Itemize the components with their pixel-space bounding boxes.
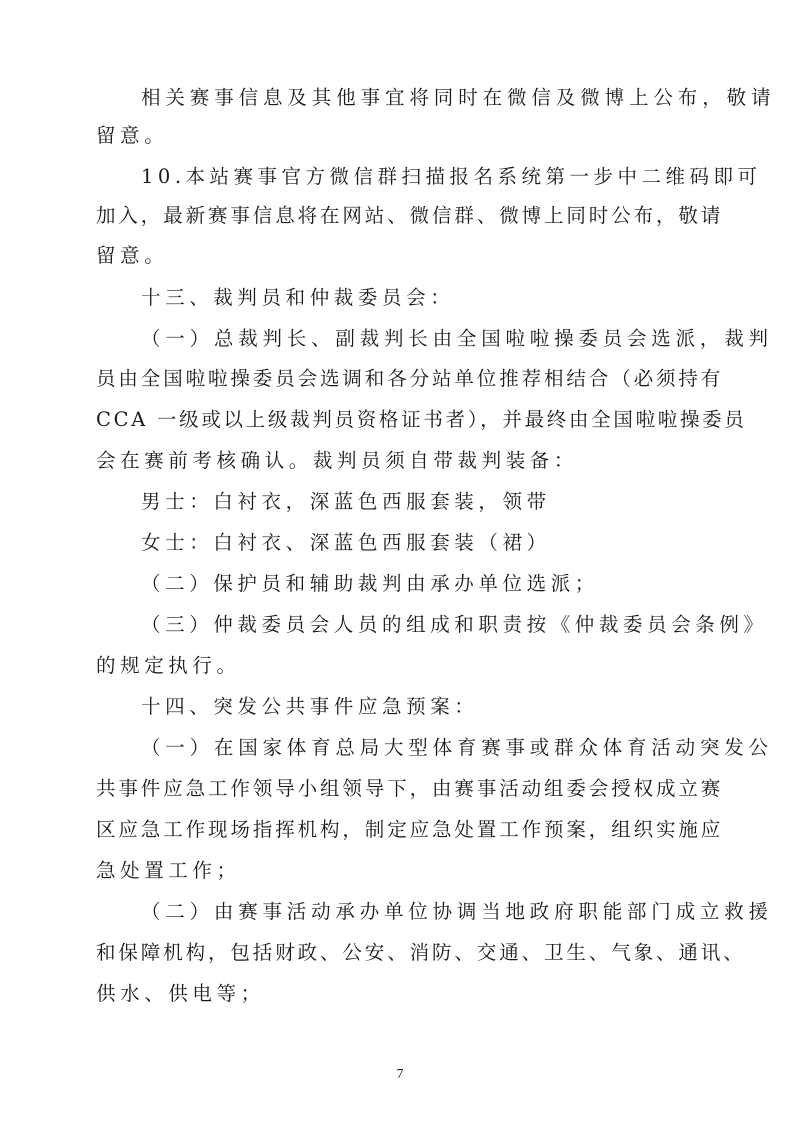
paragraph-line: 留意。	[96, 124, 169, 147]
paragraph-line: （二）由赛事活动承办单位协调当地政府职能部门成立救援	[141, 900, 773, 923]
paragraph-line: 会在赛前考核确认。裁判员须自带裁判装备：	[96, 449, 579, 472]
paragraph-line: 和保障机构，包括财政、公安、消防、交通、卫生、气象、通讯、	[96, 941, 746, 964]
paragraph-line: 区应急工作现场指挥机构，制定应急处置工作预案，组织实施应	[96, 818, 724, 841]
paragraph-line: （一）在国家体育总局大型体育赛事或群众体育活动突发公	[141, 736, 773, 759]
paragraph-line: 共事件应急工作领导小组领导下，由赛事活动组委会授权成立赛	[96, 777, 724, 800]
paragraph-line: （二）保护员和辅助裁判由承办单位选派；	[141, 572, 599, 595]
paragraph-line: 留意。	[96, 244, 169, 267]
paragraph-line: 加入，最新赛事信息将在网站、微信群、微博上同时公布，敬请	[96, 204, 724, 227]
page-number: 7	[396, 1067, 404, 1082]
paragraph-line: 供水、供电等；	[96, 982, 265, 1005]
paragraph-line: 男士：白衬衣，深蓝色西服套装，领带	[141, 490, 551, 513]
paragraph-line: 10.本站赛事官方微信群扫描报名系统第一步中二维码即可	[141, 165, 762, 188]
paragraph-line: （一）总裁判长、副裁判长由全国啦啦操委员会选派，裁判	[141, 327, 773, 350]
section-heading: 十三、裁判员和仲裁委员会：	[141, 286, 455, 309]
paragraph-line: 的规定执行。	[96, 654, 241, 677]
paragraph-line: 女士：白衬衣、深蓝色西服套装（裙）	[141, 531, 551, 554]
paragraph-line: 急处置工作；	[96, 859, 241, 882]
paragraph-line: 相关赛事信息及其他事宜将同时在微信及微博上公布，敬请	[141, 86, 776, 109]
paragraph-line: （三）仲裁委员会人员的组成和职责按《仲裁委员会条例》	[141, 613, 768, 636]
paragraph-line: CCA 一级或以上级裁判员资格证书者），并最终由全国啦啦操委员	[96, 408, 747, 431]
paragraph-line: 员由全国啦啦操委员会选调和各分站单位推荐相结合（必须持有	[96, 367, 724, 390]
section-heading: 十四、突发公共事件应急预案：	[141, 695, 479, 718]
